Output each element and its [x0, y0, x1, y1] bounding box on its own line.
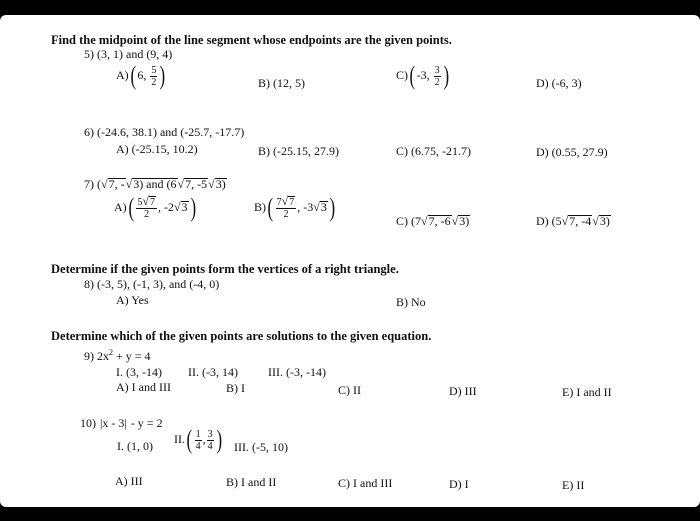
q9-point-1: I. (3, -14) [116, 365, 162, 379]
midpoint-instruction: Find the midpoint of the line segment whose endpoints are the given points. [51, 33, 452, 47]
q9-option-a[interactable]: A) I and III [116, 380, 171, 394]
q5-option-b[interactable]: B) (12, 5) [258, 76, 305, 90]
q10-option-c[interactable]: C) I and III [338, 476, 393, 490]
q5-option-d[interactable]: D) (-6, 3) [536, 76, 582, 90]
q10-option-d[interactable]: D) I [449, 477, 469, 491]
q7-option-d[interactable]: D) (5√7, -4√3) [536, 214, 610, 228]
q5-prompt: 5) (3, 1) and (9, 4) [84, 47, 173, 61]
worksheet-page [0, 15, 700, 507]
solutions-instruction: Determine which of the given points are solutions to the given equation. [51, 329, 432, 343]
q6-option-d[interactable]: D) (0.55, 27.9) [536, 145, 608, 159]
q8-prompt: 8) (-3, 5), (-1, 3), and (-4, 0) [84, 277, 220, 291]
q6-option-c[interactable]: C) (6.75, -21.7) [396, 144, 471, 158]
q9-point-2: II. (-3, 14) [188, 365, 238, 379]
q9-option-c[interactable]: C) II [338, 383, 361, 397]
q6-option-b[interactable]: B) (-25.15, 27.9) [258, 144, 339, 158]
q7-b-fraction: $\frac{7√7}{2}$ [276, 194, 295, 220]
q9-prompt: 9) $2x^2 + y = 4$ [84, 348, 151, 363]
q5-option-c[interactable]: C)( -3, $\frac{3}{2}$ ) [396, 61, 449, 90]
q8-option-b[interactable]: B) No [396, 295, 426, 309]
q6-prompt: 6) (-24.6, 38.1) and (-25.7, -17.7) [84, 125, 245, 139]
q9-option-d[interactable]: D) III [449, 384, 477, 398]
q5-option-a[interactable]: A)( 6, $\frac{5}{2}$ ) [116, 61, 166, 90]
q5-c-fraction: $\frac{3}{2}$ [434, 64, 440, 88]
q10-option-a[interactable]: A) III [115, 474, 143, 488]
q5-c-label: C) [396, 67, 408, 82]
q6-option-a[interactable]: A) (-25.15, 10.2) [116, 142, 198, 156]
q9-option-e[interactable]: E) I and II [562, 385, 612, 399]
q7-a-fraction: $\frac{5√7}{2}$ [137, 194, 155, 220]
q10-point-3: III. (-5, 10) [234, 440, 288, 454]
q9-point-3: III. (-3, -14) [268, 365, 326, 379]
q7-option-b[interactable]: B)( $\frac{7√7}{2}$ , -3√3) [254, 193, 336, 222]
q10-point-1: I. (1, 0) [117, 439, 153, 453]
q10-option-e[interactable]: E) II [562, 478, 585, 492]
q8-option-a[interactable]: A) Yes [116, 293, 149, 307]
q7-option-c[interactable]: C) (7√7, -6√3) [396, 214, 470, 228]
q5-a-label: A) [116, 67, 129, 82]
q7-prompt: 7) (√7, -√3) and (6√7, -5√3) [84, 177, 226, 191]
q5-a-whole: 6, [137, 67, 147, 82]
q7-b-label: B) [254, 199, 266, 214]
q10-prompt: 10) |x - 3| - y = 2 [80, 416, 163, 430]
q5-c-whole: -3, [416, 67, 430, 82]
q9-option-b[interactable]: B) I [226, 381, 245, 395]
q7-option-a[interactable]: A)( $\frac{5√7}{2}$ , -2√3) [114, 193, 196, 222]
q7-a-label: A) [114, 199, 127, 214]
right-triangle-instruction: Determine if the given points form the vertices of a right triangle. [51, 262, 399, 276]
q5-a-fraction: $\frac{5}{2}$ [151, 64, 157, 88]
q10-option-b[interactable]: B) I and II [226, 475, 277, 489]
q10-point-2: II.( $\frac{1}{4}$ , $\frac{3}{4}$ ) [174, 425, 222, 454]
